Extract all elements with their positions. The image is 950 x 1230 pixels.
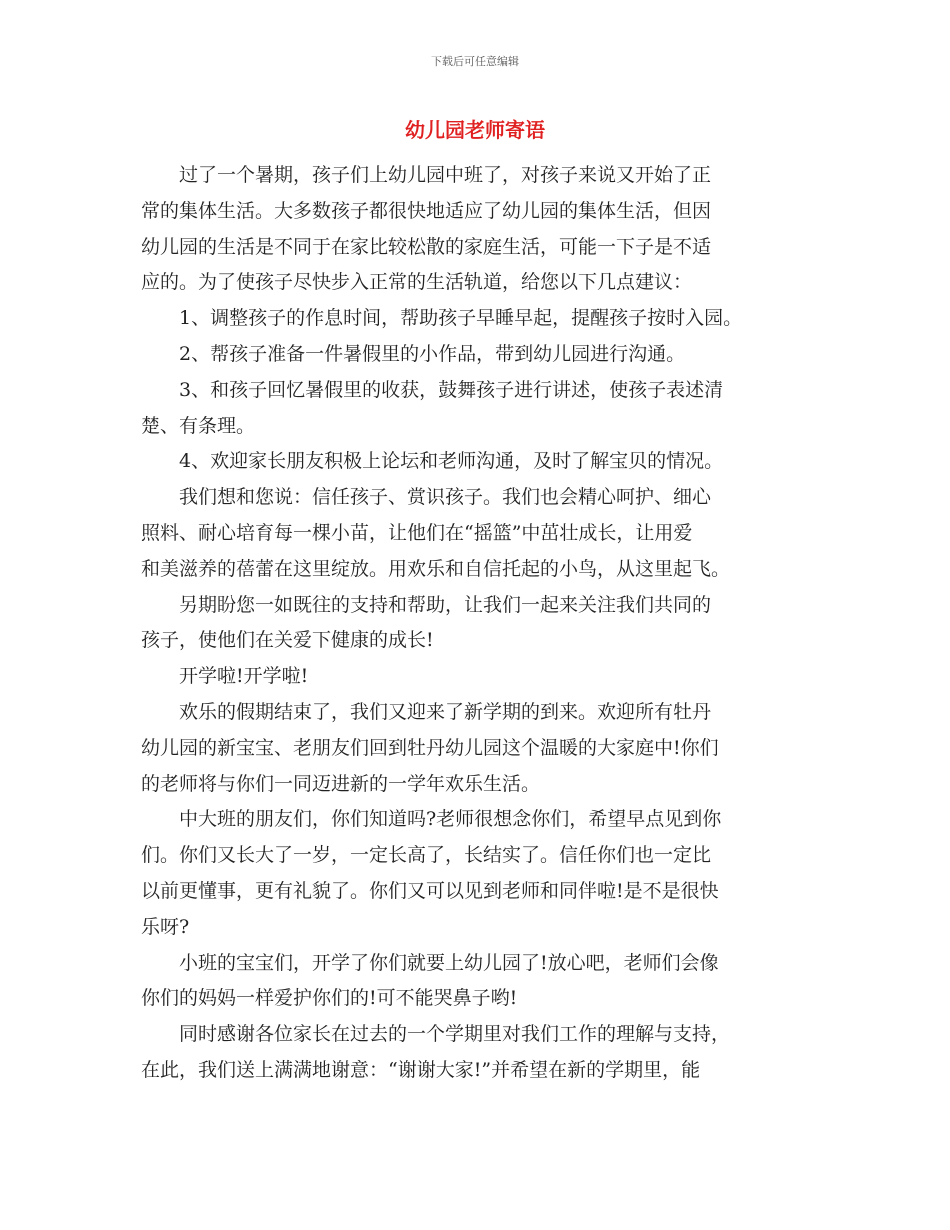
header-note: 下载后可任意编辑	[431, 55, 519, 68]
paragraph-suggestion-1: 1、调整孩子的作息时间，帮助孩子早睡早起，提醒孩子按时入园。	[179, 307, 743, 330]
paragraph-suggestion-4: 4、欢迎家长朋友积极上论坛和老师沟通，及时了解宝贝的情况。	[179, 450, 724, 473]
paragraph-school-start: 开学啦!开学啦!	[179, 665, 309, 688]
paragraph-intro: 过了一个暑期，孩子们上幼儿园中班了，对孩子来说又开始了正 常的集体生活。大多数孩子都很快地适应了幼儿园的集体生活，但因 幼儿园的生活是不同于在家比较松散的家庭生活，可能一下子是不适 应的。为了使孩子尽快步入正常的生活轨道，给您以下几点建议：	[141, 164, 712, 294]
paragraph-support: 另期盼您一如既往的支持和帮助，让我们一起来关注我们共同的 孩子，使他们在关爱下健康的成长!	[141, 593, 712, 652]
paragraph-middle-class: 中大班的朋友们，你们知道吗?老师很想念你们，希望早点见到你 们。你们又长大了一岁，一定长高了，长结实了。信任你们也一定比 以前更懂事，更有礼貌了。你们又可以见到老师和同伴啦!是不是很快 乐呀?	[141, 808, 722, 938]
body-text	[141, 158, 821, 1089]
paragraph-small-class: 小班的宝宝们，开学了你们就要上幼儿园了!放心吧，老师们会像 你们的妈妈一样爱护你们的!可不能哭鼻子哟!	[141, 951, 719, 1010]
paragraph-trust: 我们想和您说：信任孩子、赏识孩子。我们也会精心呵护、细心 照料、耐心培育每一棵小苗，让他们在“摇篮”中茁壮成长，让用爱 和美滋养的蓓蕾在这里绽放。用欢乐和自信托起的小鸟，从这里起飞。	[141, 486, 731, 580]
paragraph-suggestion-2: 2、帮孩子准备一件暑假里的小作品，带到幼儿园进行沟通。	[179, 342, 686, 365]
paragraph-welcome: 欢乐的假期结束了，我们又迎来了新学期的到来。欢迎所有牡丹 幼儿园的新宝宝、老朋友们回到牡丹幼儿园这个温暖的大家庭中!你们 的老师将与你们一同迈进新的一学年欢乐生活。	[141, 700, 719, 795]
paragraph-suggestion-3: 3、和孩子回忆暑假里的收获，鼓舞孩子进行讲述，使孩子表述清 楚、有条理。	[141, 378, 724, 437]
paragraph-thanks: 同时感谢各位家长在过去的一个学期里对我们工作的理解与支持， 在此，我们送上满满地谢意：“谢谢大家!”并希望在新的学期里，能	[141, 1023, 731, 1081]
page-title: 幼儿园老师寄语	[405, 118, 545, 142]
